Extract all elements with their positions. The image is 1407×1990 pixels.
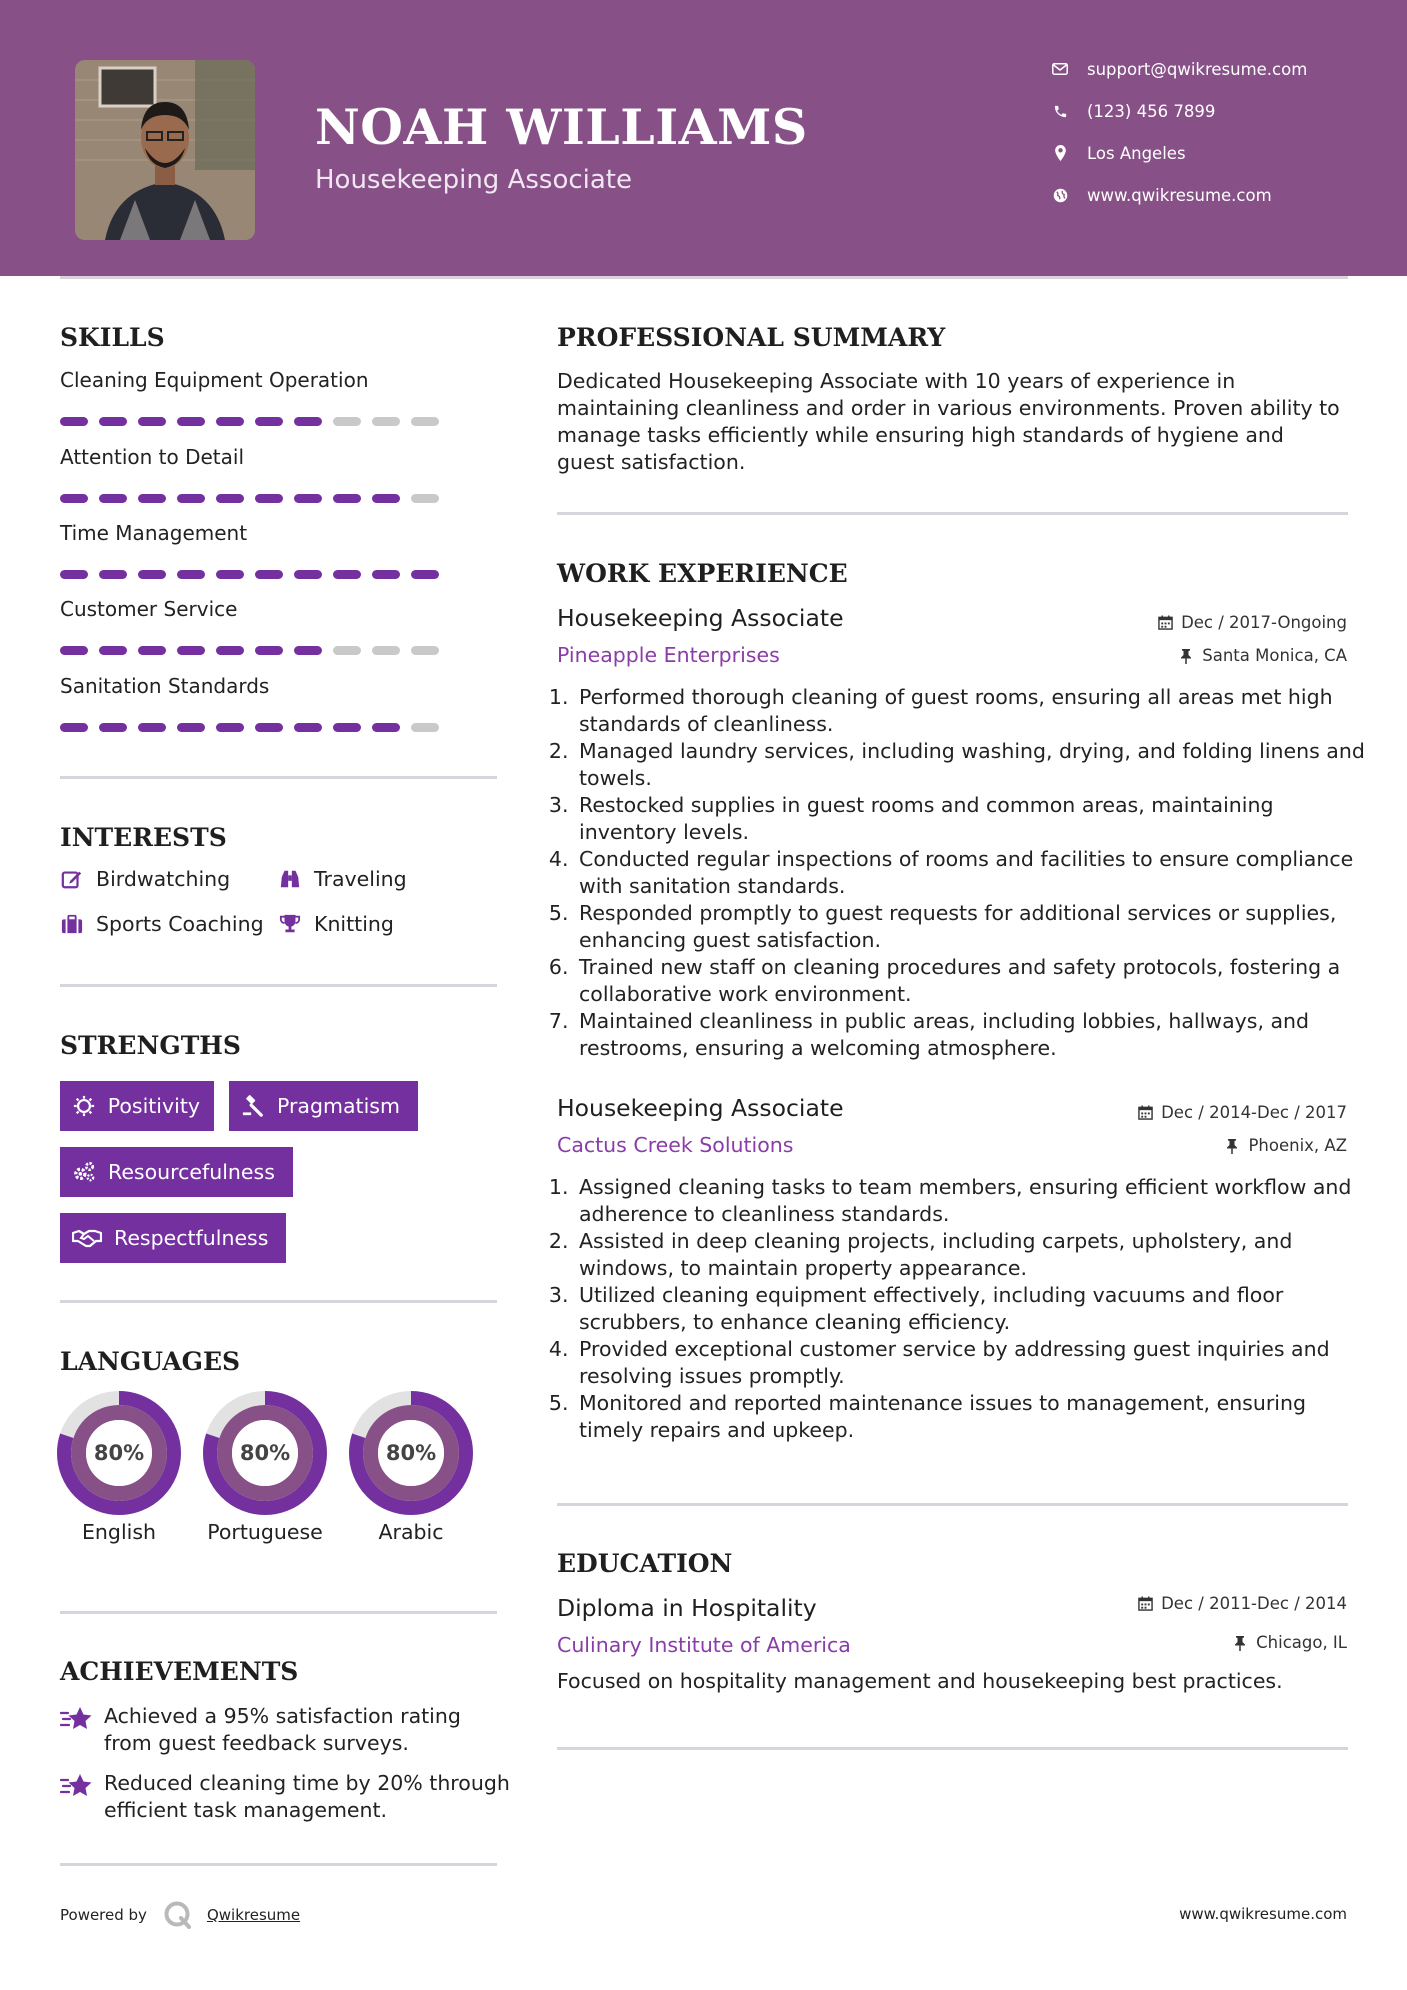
education-dates: Dec / 2011-Dec / 2014 xyxy=(1137,1594,1347,1613)
job-location: Phoenix, AZ xyxy=(1224,1136,1347,1155)
section-divider xyxy=(60,1611,497,1614)
star-icon xyxy=(60,1703,94,1757)
skill-rating xyxy=(60,646,450,655)
envelope-icon xyxy=(1050,59,1070,79)
language-item xyxy=(57,1391,181,1546)
job-title: Housekeeping Associate xyxy=(557,1094,844,1122)
skill-name: Sanitation Standards xyxy=(60,674,270,698)
job-location: Santa Monica, CA xyxy=(1178,646,1347,665)
education-location: Chicago, IL xyxy=(1232,1633,1347,1652)
achievement-item: Achieved a 95% satisfaction rating from guest feedback surveys. xyxy=(60,1703,510,1757)
interest-item: Traveling xyxy=(278,867,407,891)
section-divider xyxy=(557,512,1348,515)
duty-item: 7. Maintained cleanliness in public areas, including lobbies, hallways, and restrooms, ensuring a welcoming atmosphere. xyxy=(575,1008,1375,1062)
skill-dot xyxy=(138,646,166,655)
summary-text: Dedicated Housekeeping Associate with 10 years of experience in maintaining cleanliness and order in various environments. Proven ability to manage tasks efficiently while ensuring high standards of hygiene and guest satisfaction. xyxy=(557,369,1340,474)
language-name: English xyxy=(81,1520,157,1544)
resume-header xyxy=(0,0,1407,276)
experience-title: WORK EXPERIENCE xyxy=(557,559,848,588)
duty-item: 5. Responded promptly to guest requests for additional services or supplies, enhancing guest satisfaction. xyxy=(575,900,1375,954)
company-name: Cactus Creek Solutions xyxy=(557,1133,794,1157)
summary-title: PROFESSIONAL SUMMARY xyxy=(557,323,946,352)
contact-phone[interactable] xyxy=(1050,96,1380,126)
skill-dot xyxy=(294,417,322,426)
language-donut xyxy=(57,1391,181,1515)
interest-item: Sports Coaching xyxy=(60,912,264,936)
globe-icon xyxy=(1050,185,1070,205)
footer-brand-link[interactable]: Qwikresume xyxy=(206,1906,301,1924)
job-title: Housekeeping Associate xyxy=(557,604,844,632)
language-percent: 80% xyxy=(385,1441,437,1465)
candidate-name: NOAH WILLIAMS xyxy=(315,98,808,156)
section-divider xyxy=(60,1300,497,1303)
skill-rating xyxy=(60,570,450,579)
section-divider xyxy=(60,984,497,987)
duty-item: 4. Conducted regular inspections of rooms and facilities to ensure compliance with sanitation standards. xyxy=(575,846,1375,900)
section-divider xyxy=(60,1863,497,1866)
strength-tag: Positivity xyxy=(60,1081,214,1131)
language-donut xyxy=(203,1391,327,1515)
pushpin-icon xyxy=(1224,1138,1240,1154)
skill-dot xyxy=(99,646,127,655)
skill-rating xyxy=(60,494,450,503)
section-divider xyxy=(60,776,497,779)
skill-dot xyxy=(411,646,439,655)
strengths-title: STRENGTHS xyxy=(60,1031,241,1060)
trophy-icon xyxy=(278,912,302,936)
skill-name: Time Management xyxy=(60,521,248,545)
sun-icon xyxy=(72,1094,96,1118)
header-divider xyxy=(60,276,1348,279)
skill-dot xyxy=(99,723,127,732)
contact-phone-text: (123) 456 7899 xyxy=(1087,101,1216,121)
achievements-title: ACHIEVEMENTS xyxy=(60,1657,299,1686)
skill-dot xyxy=(138,723,166,732)
language-name: Arabic xyxy=(378,1520,444,1544)
skill-dot xyxy=(411,723,439,732)
skill-dot xyxy=(333,570,361,579)
gavel-icon xyxy=(241,1094,265,1118)
skill-dot xyxy=(177,646,205,655)
profile-photo xyxy=(75,60,255,240)
skill-dot xyxy=(99,494,127,503)
interest-item: Birdwatching xyxy=(60,867,230,891)
duty-item: 5. Monitored and reported maintenance issues to management, ensuring timely repairs and upkeep. xyxy=(575,1390,1375,1444)
pushpin-icon xyxy=(1232,1635,1248,1651)
skill-dot xyxy=(333,494,361,503)
skill-dot xyxy=(255,417,283,426)
duty-item: 3. Restocked supplies in guest rooms and common areas, maintaining inventory levels. xyxy=(575,792,1375,846)
skill-dot xyxy=(60,723,88,732)
skill-dot xyxy=(216,417,244,426)
contact-email[interactable] xyxy=(1050,54,1380,84)
duty-item: 1. Assigned cleaning tasks to team members, ensuring efficient workflow and adherence to cleanliness standards. xyxy=(575,1174,1375,1228)
skill-dot xyxy=(294,570,322,579)
qwikresume-logo-icon xyxy=(163,1900,193,1930)
skill-dot xyxy=(177,723,205,732)
handshake-icon xyxy=(72,1226,102,1250)
skill-dot xyxy=(411,417,439,426)
skill-dot xyxy=(138,417,166,426)
duty-item: 3. Utilized cleaning equipment effectively, including vacuums and floor scrubbers, to enhance cleaning efficiency. xyxy=(575,1282,1375,1336)
phone-icon xyxy=(1050,101,1070,121)
skill-dot xyxy=(255,494,283,503)
skill-dot xyxy=(216,646,244,655)
skill-dot xyxy=(216,723,244,732)
skill-dot xyxy=(99,417,127,426)
briefcase-icon xyxy=(60,912,84,936)
skill-dot xyxy=(294,646,322,655)
interest-item: Knitting xyxy=(278,912,394,936)
strength-tag: Resourcefulness xyxy=(60,1147,293,1197)
duty-item: 1. Performed thorough cleaning of guest rooms, ensuring all areas met high standards of cleanliness. xyxy=(575,684,1375,738)
gears-icon xyxy=(72,1160,96,1184)
job-duties xyxy=(557,684,1375,1062)
contact-location-text: Los Angeles xyxy=(1087,143,1186,163)
skill-dot xyxy=(255,570,283,579)
skill-dot xyxy=(372,417,400,426)
job-dates: Dec / 2017-Ongoing xyxy=(1157,613,1347,632)
language-donut xyxy=(349,1391,473,1515)
skill-dot xyxy=(255,723,283,732)
skill-rating xyxy=(60,723,450,732)
pushpin-icon xyxy=(1178,648,1194,664)
duty-item: 6. Trained new staff on cleaning procedures and safety protocols, fostering a collaborative work environment. xyxy=(575,954,1375,1008)
duty-item: 2. Assisted in deep cleaning projects, including carpets, upholstery, and windows, to maintain property appearance. xyxy=(575,1228,1375,1282)
education-title: EDUCATION xyxy=(557,1549,733,1578)
degree-title: Diploma in Hospitality xyxy=(557,1594,817,1622)
candidate-role: Housekeeping Associate xyxy=(315,165,633,195)
skill-dot xyxy=(333,417,361,426)
skill-name: Cleaning Equipment Operation xyxy=(60,368,369,392)
strength-tag: Pragmatism xyxy=(229,1081,418,1131)
skill-dot xyxy=(60,417,88,426)
edit-icon xyxy=(60,867,84,891)
languages-title: LANGUAGES xyxy=(60,1347,241,1376)
language-item xyxy=(203,1391,327,1546)
calendar-icon xyxy=(1137,1105,1153,1121)
skill-dot xyxy=(333,723,361,732)
skill-dot xyxy=(411,570,439,579)
language-percent: 80% xyxy=(93,1441,145,1465)
skill-dot xyxy=(177,494,205,503)
skills-title: SKILLS xyxy=(60,323,165,352)
calendar-icon xyxy=(1137,1596,1153,1612)
skill-dot xyxy=(294,494,322,503)
language-name: Portuguese xyxy=(207,1520,323,1544)
contact-website-text: www.qwikresume.com xyxy=(1087,185,1272,205)
contact-email-text: support@qwikresume.com xyxy=(1087,59,1308,79)
duty-item: 4. Provided exceptional customer service by addressing guest inquiries and resolving issues promptly. xyxy=(575,1336,1375,1390)
achievement-item: Reduced cleaning time by 20% through efficient task management. xyxy=(60,1770,510,1824)
language-percent: 80% xyxy=(239,1441,291,1465)
skill-dot xyxy=(372,723,400,732)
section-divider xyxy=(557,1747,1348,1750)
job-dates: Dec / 2014-Dec / 2017 xyxy=(1137,1103,1347,1122)
skill-name: Customer Service xyxy=(60,597,238,621)
skill-dot xyxy=(138,494,166,503)
skill-dot xyxy=(177,417,205,426)
contact-website[interactable] xyxy=(1050,180,1380,210)
skill-dot xyxy=(99,570,127,579)
job-duties xyxy=(557,1174,1375,1444)
section-divider xyxy=(557,1503,1348,1506)
skill-dot xyxy=(216,570,244,579)
education-description: Focused on hospitality management and housekeeping best practices. xyxy=(557,1669,1283,1693)
skill-dot xyxy=(294,723,322,732)
skill-dot xyxy=(138,570,166,579)
skill-dot xyxy=(216,494,244,503)
skill-dot xyxy=(372,494,400,503)
skill-dot xyxy=(255,646,283,655)
school-name: Culinary Institute of America xyxy=(557,1633,851,1657)
skill-dot xyxy=(372,646,400,655)
skill-dot xyxy=(60,494,88,503)
skill-rating xyxy=(60,417,450,426)
calendar-icon xyxy=(1157,615,1173,631)
duty-item: 2. Managed laundry services, including washing, drying, and folding linens and towels. xyxy=(575,738,1375,792)
skill-dot xyxy=(372,570,400,579)
skill-dot xyxy=(333,646,361,655)
binoculars-icon xyxy=(278,867,302,891)
language-item xyxy=(349,1391,473,1546)
strength-tag: Respectfulness xyxy=(60,1213,286,1263)
footer-url[interactable]: www.qwikresume.com xyxy=(1179,1905,1347,1923)
skill-dot xyxy=(177,570,205,579)
skill-name: Attention to Detail xyxy=(60,445,245,469)
star-icon xyxy=(60,1770,94,1824)
skill-dot xyxy=(60,646,88,655)
footer-powered-by: Powered by Qwikresume xyxy=(60,1900,300,1930)
interests-title: INTERESTS xyxy=(60,823,227,852)
map-pin-icon xyxy=(1050,143,1070,163)
skill-dot xyxy=(411,494,439,503)
company-name: Pineapple Enterprises xyxy=(557,643,780,667)
contact-location xyxy=(1050,138,1380,168)
skill-dot xyxy=(60,570,88,579)
